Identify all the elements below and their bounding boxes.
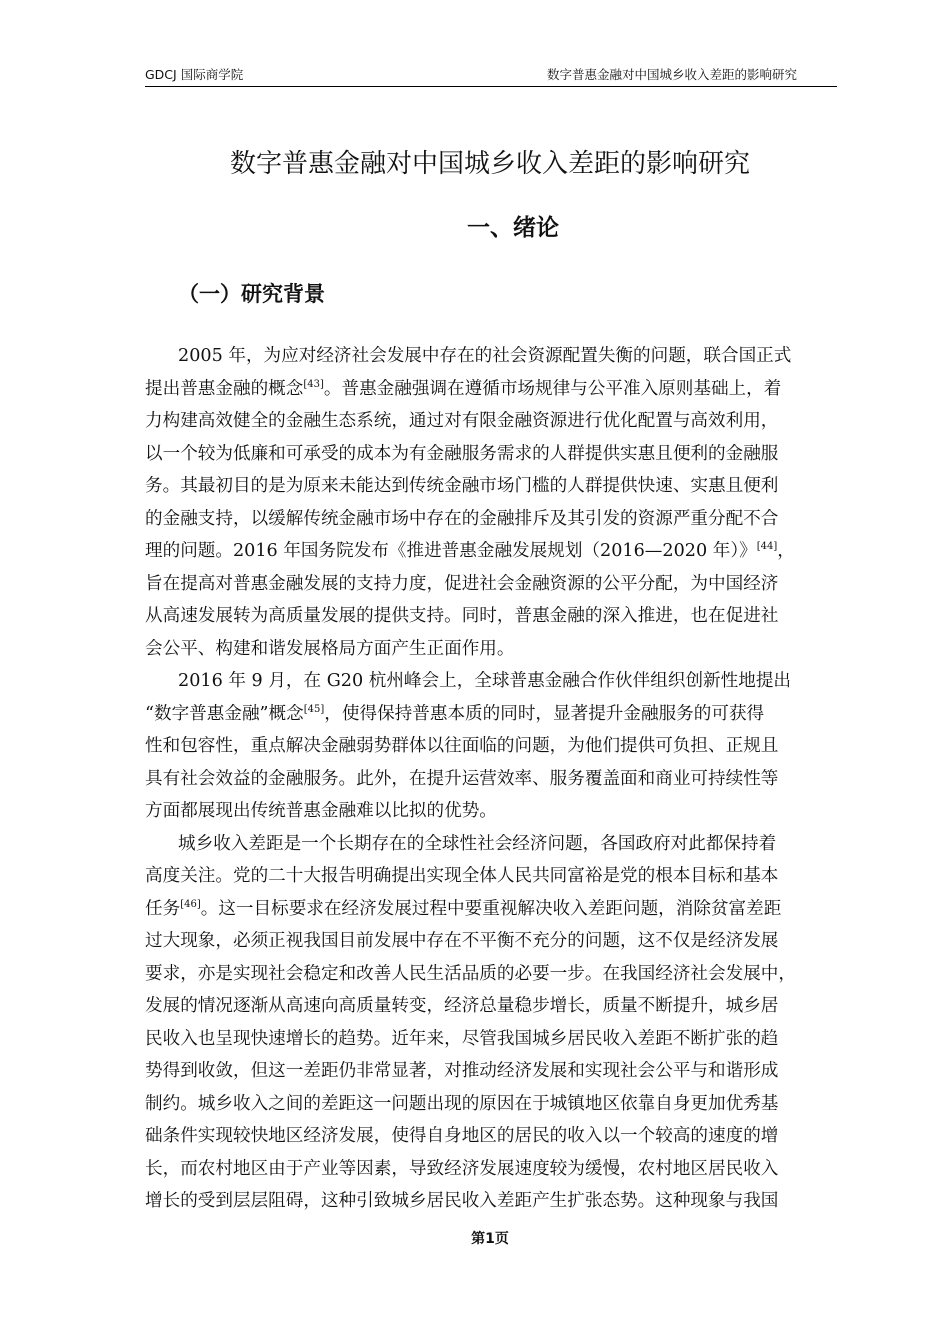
- text-line: 以一个较为低廉和可承受的成本为有金融服务需求的人群提供实惠且便利的金融服: [145, 443, 779, 464]
- text-line: “数字普惠金融”概念[45]，使得保持普惠本质的同时，显著提升金融服务的可获得: [145, 703, 765, 724]
- text-line: 2005 年，为应对经济社会发展中存在的社会资源配置失衡的问题，联合国正式: [178, 346, 792, 366]
- text-line: 提出普惠金融的概念[43]。普惠金融强调在遵循市场规律与公平准入原则基础上，着: [145, 378, 782, 399]
- page-number: 第1页: [471, 1231, 509, 1247]
- text-line: 增长的受到层层阻碍，这种引致城乡居民收入差距产生扩张态势。这种现象与我国: [145, 1191, 779, 1211]
- text-line: 高度关注。党的二十大报告明确提出实现全体人民共同富裕是党的根本目标和基本: [145, 866, 779, 886]
- text-line: 势得到收敛，但这一差距仍非常显著，对推动经济发展和实现社会公平与和谐形成: [145, 1061, 779, 1081]
- text-line: 任务[46]。这一目标要求在经济发展过程中要重视解决收入差距问题，消除贫富差距: [145, 898, 782, 919]
- citation-ref[interactable]: [44]: [756, 541, 778, 552]
- text-line: 制约。城乡收入之间的差距这一问题出现的原因在于城镇地区依靠自身更加优秀基: [145, 1093, 779, 1114]
- text-line: 础条件实现较快地区经济发展，使得自身地区的居民的收入以一个较高的速度的增: [145, 1126, 779, 1146]
- text-line: 长，而农村地区由于产业等因素，导致经济发展速度较为缓慢，农村地区居民收入: [145, 1158, 779, 1179]
- text-line: 的金融支持，以缓解传统金融市场中存在的金融排斥及其引发的资源严重分配不合: [145, 508, 779, 529]
- text-line: 具有社会效益的金融服务。此外，在提升运营效率、服务覆盖面和商业可持续性等: [145, 768, 779, 789]
- citation-ref[interactable]: [46]: [180, 898, 201, 910]
- text-line: 会公平、构建和谐发展格局方面产生正面作用。: [145, 638, 515, 659]
- text-line: 力构建高效健全的金融生态系统，通过对有限金融资源进行优化配置与高效利用，: [145, 411, 779, 431]
- citation-ref[interactable]: [45]: [303, 703, 325, 715]
- text-line: 城乡收入差距是一个长期存在的全球性社会经济问题，各国政府对此都保持着: [178, 833, 777, 854]
- text-line: 要求，亦是实现社会稳定和改善人民生活品质的必要一步。在我国经济社会发展中，: [145, 963, 796, 984]
- running-header: [145, 66, 837, 87]
- citation-ref[interactable]: [43]: [303, 378, 324, 390]
- chapter-heading: 一、绪论: [467, 215, 559, 241]
- text-line: 理的问题。2016 年国务院发布《推进普惠金融发展规划（2016—2020 年）》[44]，: [145, 541, 795, 561]
- text-line: 民收入也呈现快速增长的趋势。近年来，尽管我国城乡居民收入差距不断扩张的趋: [145, 1028, 779, 1049]
- text-line: 性和包容性，重点解决金融弱势群体以往面临的问题，为他们提供可负担、正规且: [145, 736, 779, 756]
- text-line: 发展的情况逐渐从高速向高质量转变，经济总量稳步增长，质量不断提升，城乡居: [145, 996, 779, 1016]
- header-institution: GDCJ 国际商学院: [145, 67, 244, 82]
- text-line: 方面都展现出传统普惠金融难以比拟的优势。: [145, 801, 497, 821]
- body-text: [145, 340, 845, 1218]
- text-line: 旨在提高对普惠金融发展的支持力度，促进社会金融资源的公平分配，为中国经济: [145, 573, 779, 594]
- text-line: 务。其最初目的是为原来未能达到传统金融市场门槛的人群提供快速、实惠且便利: [145, 476, 779, 496]
- paper-title: 数字普惠金融对中国城乡收入差距的影响研究: [229, 149, 750, 179]
- section-heading: （一）研究背景: [178, 282, 325, 306]
- header-paper-title: 数字普惠金融对中国城乡收入差距的影响研究: [546, 67, 797, 82]
- text-line: 从高速发展转为高质量发展的提供支持。同时，普惠金融的深入推进，也在促进社: [145, 606, 779, 626]
- text-line: 2016 年 9 月，在 G20 杭州峰会上，全球普惠金融合作伙伴组织创新性地提出: [178, 671, 792, 691]
- text-line: 过大现象，必须正视我国目前发展中存在不平衡不充分的问题，这不仅是经济发展: [145, 931, 779, 951]
